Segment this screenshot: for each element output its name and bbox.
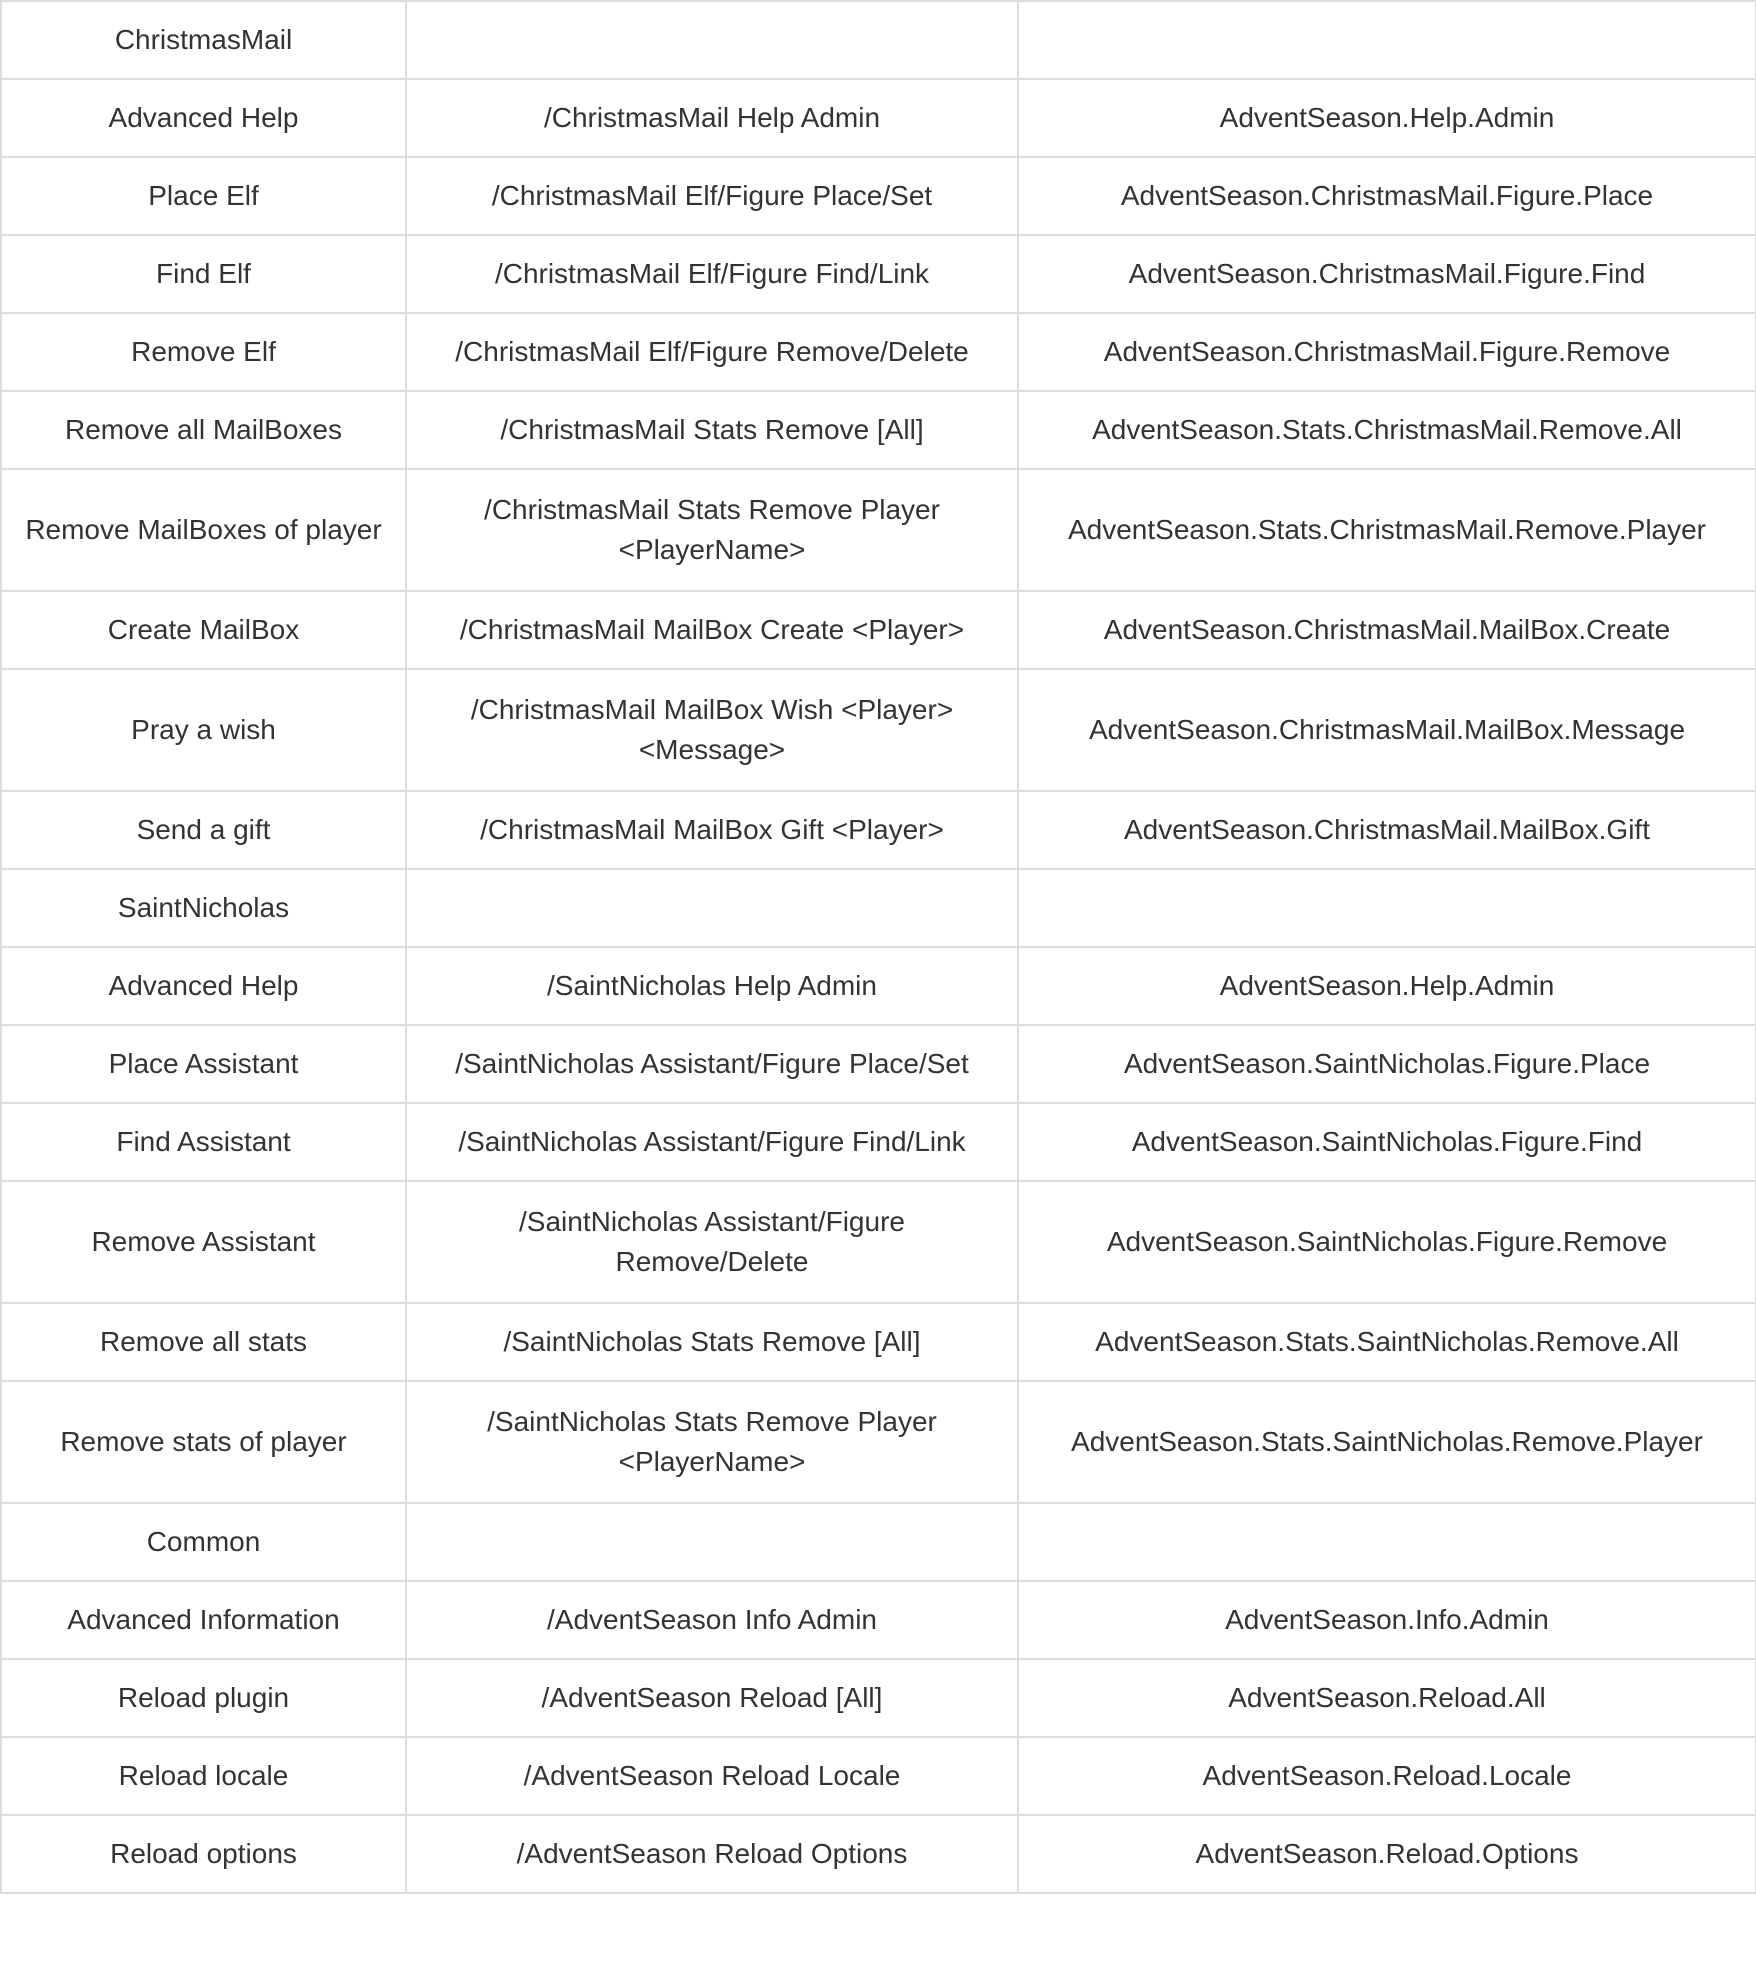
row-name-cell: Create MailBox — [1, 591, 406, 669]
row-command-cell: /AdventSeason Info Admin — [406, 1581, 1018, 1659]
row-permission-cell: AdventSeason.ChristmasMail.Figure.Remove — [1018, 313, 1756, 391]
table-row — [1, 1659, 1756, 1737]
row-permission-cell — [1018, 1, 1756, 79]
table-row — [1, 1103, 1756, 1181]
row-command-cell: /ChristmasMail MailBox Create <Player> — [406, 591, 1018, 669]
row-permission-cell: AdventSeason.Reload.Locale — [1018, 1737, 1756, 1815]
row-command-cell: /ChristmasMail MailBox Gift <Player> — [406, 791, 1018, 869]
row-name-cell: SaintNicholas — [1, 869, 406, 947]
row-name-cell: Remove Assistant — [1, 1181, 406, 1303]
table-row — [1, 235, 1756, 313]
table-row — [1, 469, 1756, 591]
row-command-cell: /SaintNicholas Help Admin — [406, 947, 1018, 1025]
row-name-cell: Find Elf — [1, 235, 406, 313]
row-permission-cell: AdventSeason.Help.Admin — [1018, 79, 1756, 157]
row-permission-cell — [1018, 869, 1756, 947]
table-row — [1, 591, 1756, 669]
row-permission-cell: AdventSeason.Stats.SaintNicholas.Remove.All — [1018, 1303, 1756, 1381]
row-permission-cell: AdventSeason.Help.Admin — [1018, 947, 1756, 1025]
row-command-cell: /ChristmasMail Elf/Figure Find/Link — [406, 235, 1018, 313]
row-name-cell: Send a gift — [1, 791, 406, 869]
row-name-cell: Find Assistant — [1, 1103, 406, 1181]
row-permission-cell: AdventSeason.Reload.All — [1018, 1659, 1756, 1737]
row-command-cell: /ChristmasMail MailBox Wish <Player> <Message> — [406, 669, 1018, 791]
table-row — [1, 1381, 1756, 1503]
row-name-cell: Remove all stats — [1, 1303, 406, 1381]
commands-table-body — [1, 1, 1756, 1893]
table-row — [1, 313, 1756, 391]
row-name-cell: Place Assistant — [1, 1025, 406, 1103]
row-permission-cell: AdventSeason.ChristmasMail.MailBox.Message — [1018, 669, 1756, 791]
row-command-cell: /ChristmasMail Elf/Figure Place/Set — [406, 157, 1018, 235]
row-name-cell: Reload options — [1, 1815, 406, 1893]
row-name-cell: Advanced Help — [1, 947, 406, 1025]
table-row — [1, 1737, 1756, 1815]
table-row — [1, 1581, 1756, 1659]
table-row — [1, 1815, 1756, 1893]
row-permission-cell: AdventSeason.ChristmasMail.Figure.Place — [1018, 157, 1756, 235]
row-command-cell: /SaintNicholas Stats Remove [All] — [406, 1303, 1018, 1381]
table-row — [1, 869, 1756, 947]
row-permission-cell: AdventSeason.Stats.ChristmasMail.Remove.All — [1018, 391, 1756, 469]
row-name-cell: ChristmasMail — [1, 1, 406, 79]
row-permission-cell: AdventSeason.SaintNicholas.Figure.Find — [1018, 1103, 1756, 1181]
row-command-cell: /AdventSeason Reload Locale — [406, 1737, 1018, 1815]
row-name-cell: Place Elf — [1, 157, 406, 235]
row-permission-cell: AdventSeason.ChristmasMail.Figure.Find — [1018, 235, 1756, 313]
row-command-cell: /AdventSeason Reload Options — [406, 1815, 1018, 1893]
row-name-cell: Remove stats of player — [1, 1381, 406, 1503]
table-row — [1, 791, 1756, 869]
row-permission-cell: AdventSeason.SaintNicholas.Figure.Remove — [1018, 1181, 1756, 1303]
table-row — [1, 1181, 1756, 1303]
row-command-cell — [406, 1, 1018, 79]
table-row — [1, 1, 1756, 79]
table-row — [1, 1503, 1756, 1581]
table-row — [1, 1303, 1756, 1381]
row-command-cell: /SaintNicholas Stats Remove Player <PlayerName> — [406, 1381, 1018, 1503]
row-command-cell: /ChristmasMail Elf/Figure Remove/Delete — [406, 313, 1018, 391]
row-permission-cell: AdventSeason.Info.Admin — [1018, 1581, 1756, 1659]
table-row — [1, 947, 1756, 1025]
table-row — [1, 391, 1756, 469]
row-name-cell: Advanced Information — [1, 1581, 406, 1659]
row-permission-cell — [1018, 1503, 1756, 1581]
row-name-cell: Reload plugin — [1, 1659, 406, 1737]
row-command-cell: /SaintNicholas Assistant/Figure Place/Set — [406, 1025, 1018, 1103]
row-command-cell: /ChristmasMail Stats Remove [All] — [406, 391, 1018, 469]
row-name-cell: Advanced Help — [1, 79, 406, 157]
row-permission-cell: AdventSeason.Stats.SaintNicholas.Remove.Player — [1018, 1381, 1756, 1503]
row-command-cell — [406, 869, 1018, 947]
row-name-cell: Pray a wish — [1, 669, 406, 791]
row-name-cell: Remove MailBoxes of player — [1, 469, 406, 591]
row-permission-cell: AdventSeason.SaintNicholas.Figure.Place — [1018, 1025, 1756, 1103]
table-row — [1, 669, 1756, 791]
row-command-cell: /SaintNicholas Assistant/Figure Remove/Delete — [406, 1181, 1018, 1303]
row-command-cell: /SaintNicholas Assistant/Figure Find/Link — [406, 1103, 1018, 1181]
row-permission-cell: AdventSeason.ChristmasMail.MailBox.Create — [1018, 591, 1756, 669]
row-name-cell: Remove all MailBoxes — [1, 391, 406, 469]
row-permission-cell: AdventSeason.Stats.ChristmasMail.Remove.Player — [1018, 469, 1756, 591]
row-permission-cell: AdventSeason.ChristmasMail.MailBox.Gift — [1018, 791, 1756, 869]
row-permission-cell: AdventSeason.Reload.Options — [1018, 1815, 1756, 1893]
row-name-cell: Remove Elf — [1, 313, 406, 391]
table-row — [1, 1025, 1756, 1103]
table-row — [1, 157, 1756, 235]
row-command-cell: /ChristmasMail Help Admin — [406, 79, 1018, 157]
row-command-cell: /AdventSeason Reload [All] — [406, 1659, 1018, 1737]
row-name-cell: Common — [1, 1503, 406, 1581]
row-name-cell: Reload locale — [1, 1737, 406, 1815]
row-command-cell — [406, 1503, 1018, 1581]
table-row — [1, 79, 1756, 157]
row-command-cell: /ChristmasMail Stats Remove Player <PlayerName> — [406, 469, 1018, 591]
